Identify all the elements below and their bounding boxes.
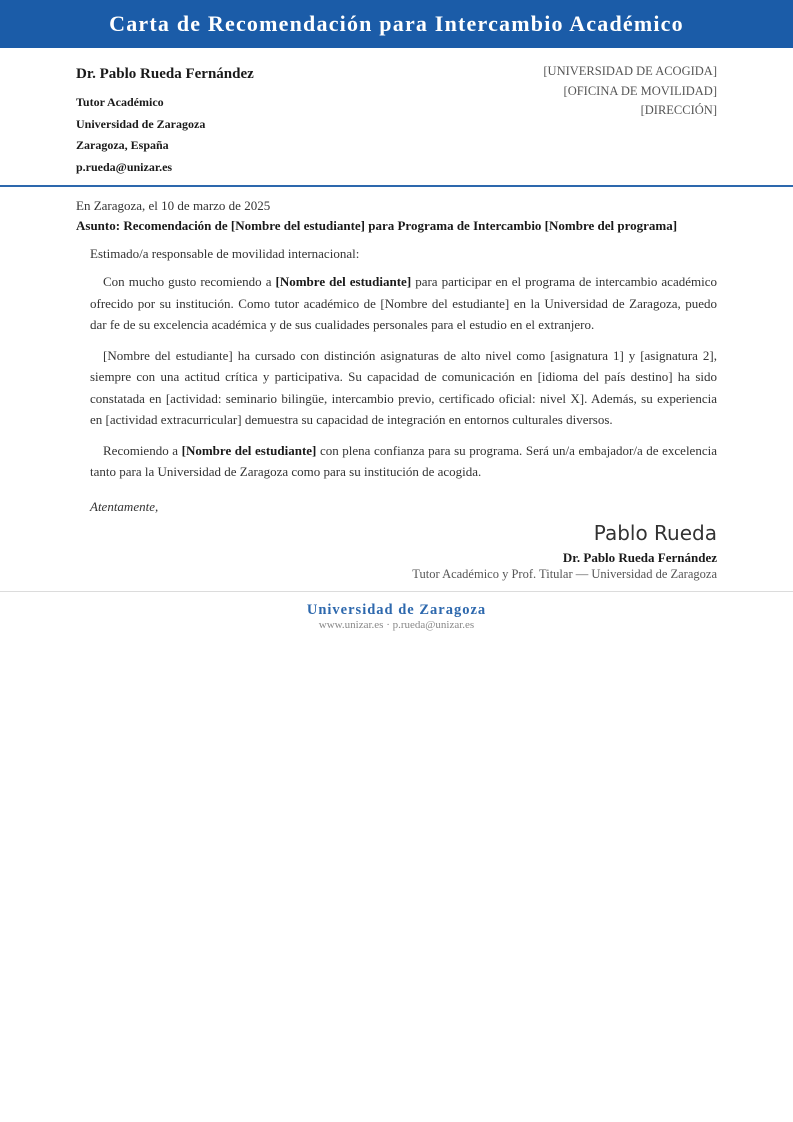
document-title: Carta de Recomendación para Intercambio Académico — [109, 11, 684, 36]
closing: Atentamente, — [90, 498, 159, 514]
sender-block — [76, 66, 254, 178]
letter-date: En Zaragoza, el 10 de marzo de 2025 — [76, 198, 271, 213]
paragraph-text: con plena confianza para su programa. Será un/a embajador/a de excelencia tanto para la Universidad de Zaragoza como para su institución de acogida. — [90, 442, 717, 479]
paragraph-1 — [90, 271, 717, 336]
recipient-address: [DIRECCIÓN] — [640, 103, 717, 117]
letter-subject: Asunto: Recomendación de [Nombre del estudiante] para Programa de Intercambio [Nombre del programa] — [76, 218, 678, 233]
paragraph-3 — [90, 440, 717, 483]
sender-institution: Universidad de Zaragoza — [76, 116, 206, 131]
recipient-office: [OFICINA DE MOVILIDAD] — [563, 83, 717, 98]
signature-name: Dr. Pablo Rueda Fernández — [562, 550, 717, 565]
paragraph-text: [Nombre del estudiante] ha cursado con distinción asignaturas de alto nivel como [asignatura 1] y [asignatura 2], siempre con una actitud crítica y participativa. Su capacidad de comunicación en [idioma del país destino] ha sido constatada en [actividad: seminario bilingüe, intercambio previo, certificado oficial: nivel X]. Además, su experiencia en [actividad extracurricular] demuestra su capacidad de integración en entornos culturales diversos. — [90, 347, 717, 427]
salutation: Estimado/a responsable de movilidad internacional: — [90, 246, 360, 261]
paragraph-2 — [90, 345, 717, 431]
footer-university: Universidad de Zaragoza — [306, 602, 487, 618]
paragraph-text: Recomiendo a — [103, 442, 182, 458]
student-name-placeholder: [Nombre del estudiante] — [275, 274, 412, 289]
signature-script: Pablo Rueda — [593, 521, 717, 545]
header-divider — [0, 185, 793, 187]
footer-divider — [0, 591, 793, 592]
footer-contact: www.unizar.es · p.rueda@unizar.es — [318, 619, 475, 631]
signature-block — [412, 520, 717, 583]
recipient-block — [543, 62, 717, 121]
signature-role: Tutor Académico y Prof. Titular — Universidad de Zaragoza — [412, 567, 717, 581]
letter-body — [90, 244, 717, 517]
header-bar — [0, 0, 793, 48]
recipient-university: [UNIVERSIDAD DE ACOGIDA] — [543, 64, 717, 78]
paragraph-text: Con mucho gusto recomiendo a — [103, 274, 276, 289]
footer — [0, 601, 793, 632]
paragraph-text: para participar en el programa de intercambio académico ofrecido por su institución. Como tutor académico de [Nombre del estudiante] en la Universidad de Zaragoza, puedo dar fe de su excelencia académica y de sus cualidades personales para el estudio en el extranjero. — [90, 274, 717, 332]
sender-title: Tutor Académico — [76, 95, 164, 109]
sender-location: Zaragoza, España — [76, 138, 169, 152]
student-name-placeholder: [Nombre del estudiante] — [181, 442, 317, 458]
sender-email: p.rueda@unizar.es — [76, 159, 173, 174]
sender-name: Dr. Pablo Rueda Fernández — [76, 66, 254, 82]
